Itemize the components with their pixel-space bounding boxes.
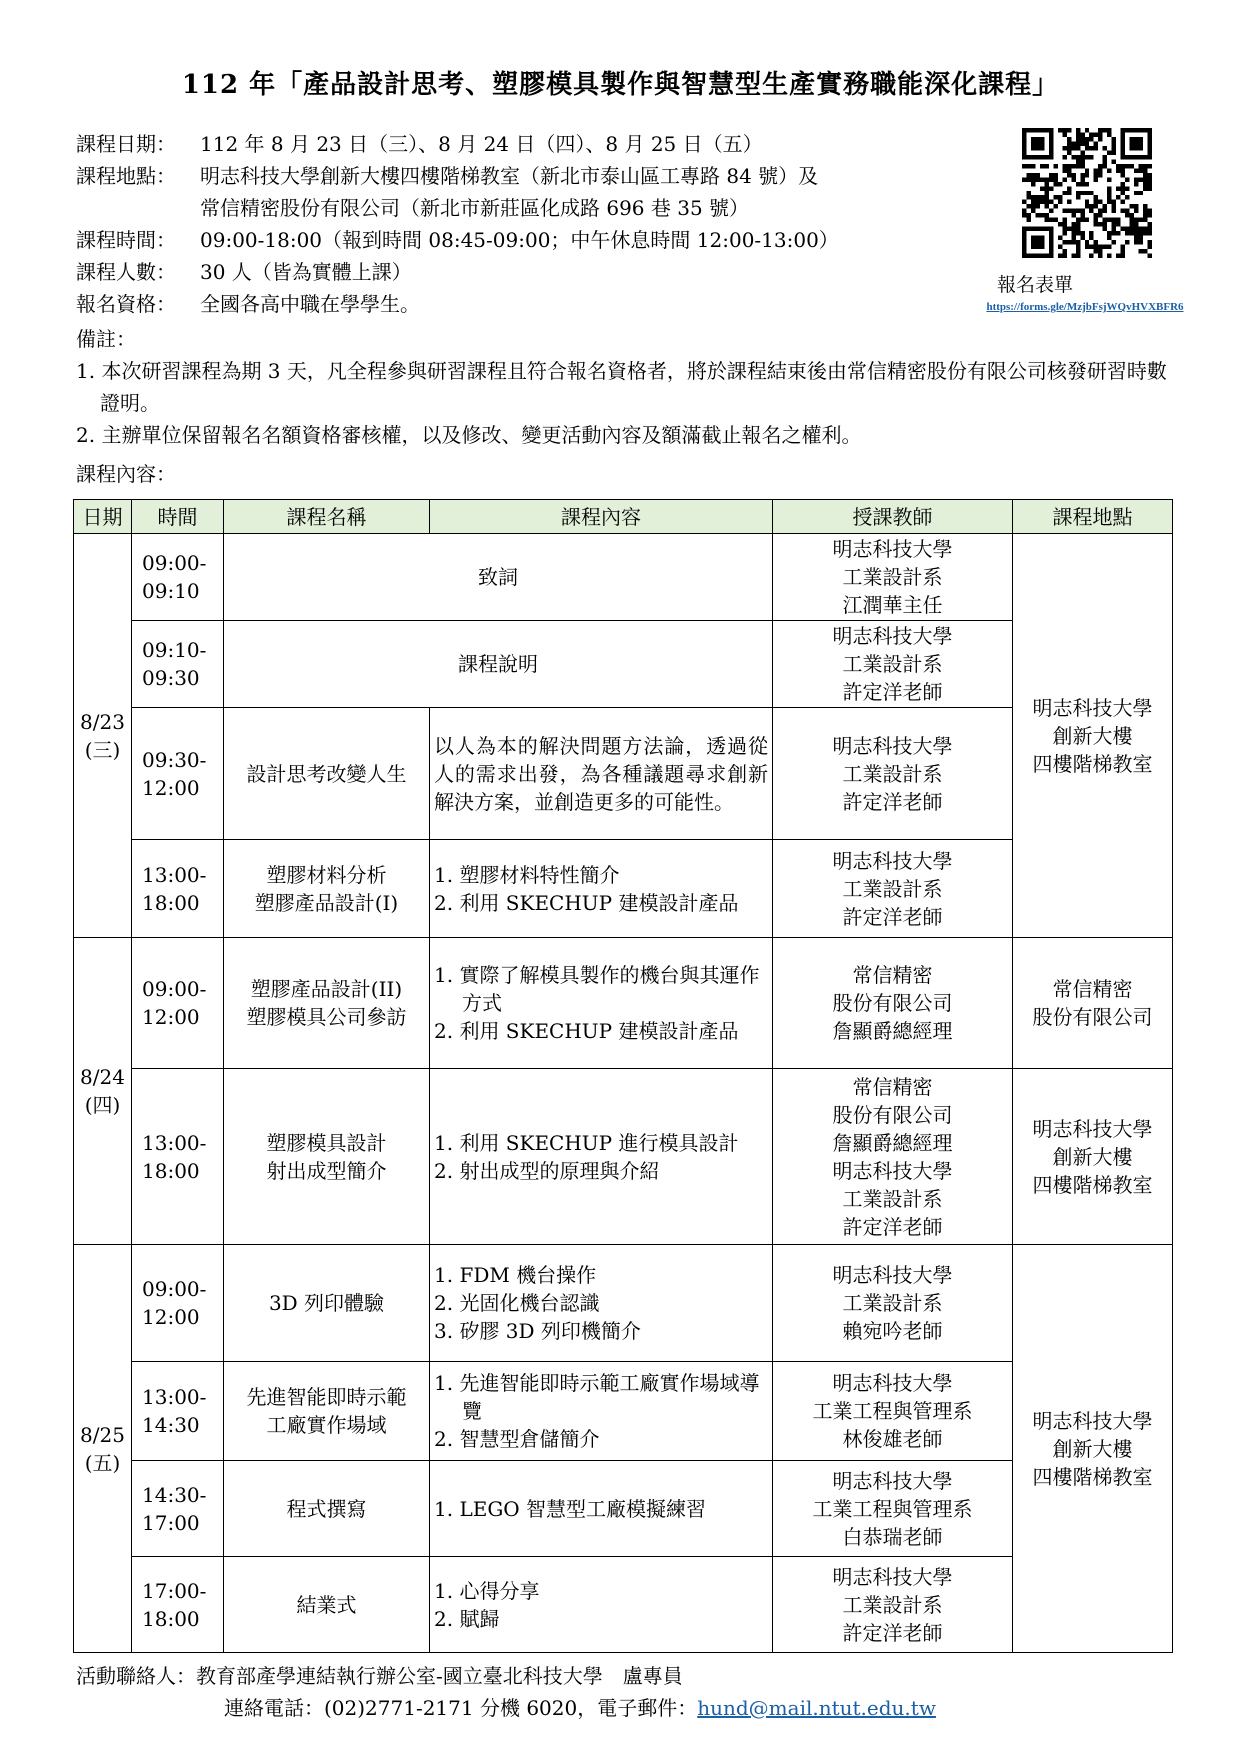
- teacher-cell: 常信精密 股份有限公司 詹顯爵總經理 明志科技大學 工業設計系 許定洋老師: [773, 1069, 1013, 1245]
- contact-phone: 連絡電話：(02)2771-2171 分機 6020，電子郵件：: [224, 1696, 698, 1720]
- teacher-cell: 明志科技大學 工業設計系 許定洋老師: [773, 1557, 1013, 1653]
- table-row: [74, 1461, 1173, 1557]
- teacher-cell: 明志科技大學 工業設計系 許定洋老師: [773, 621, 1013, 708]
- teacher-cell: 明志科技大學 工業設計系 許定洋老師: [773, 840, 1013, 938]
- column-header: 日期: [74, 500, 132, 534]
- time-cell: 17:00- 18:00: [132, 1557, 224, 1653]
- info-label: 課程時間：: [76, 228, 176, 252]
- contact-person: 活動聯絡人：教育部產學連結執行辦公室-國立臺北科技大學 盧專員: [76, 1664, 683, 1688]
- qr-caption: 報名表單: [996, 274, 1073, 296]
- course-content-cell: 1. 心得分享 2. 賦歸: [430, 1557, 773, 1653]
- info-value: 09:00-18:00（報到時間 08:45-09:00；中午休息時間 12:00-13:00）: [200, 228, 839, 252]
- course-content-cell: 1. 實際了解模具製作的機台與其運作方式 2. 利用 SKECHUP 建模設計產品: [430, 938, 773, 1069]
- info-value: 常信精密股份有限公司（新北市新莊區化成路 696 巷 35 號）: [200, 196, 750, 220]
- course-name-cell: 結業式: [224, 1557, 430, 1653]
- time-cell: 09:30- 12:00: [132, 708, 224, 840]
- teacher-cell: 明志科技大學 工業工程與管理系 林俊雄老師: [773, 1362, 1013, 1461]
- section-label: 課程內容：: [76, 462, 176, 486]
- table-row: [74, 534, 1173, 621]
- time-cell: 09:00- 12:00: [132, 938, 224, 1069]
- time-cell: 09:00- 12:00: [132, 1245, 224, 1362]
- teacher-cell: 明志科技大學 工業設計系 許定洋老師: [773, 708, 1013, 840]
- course-content-cell: 1. LEGO 智慧型工廠模擬練習: [430, 1461, 773, 1557]
- qr-code-icon[interactable]: [1022, 128, 1152, 258]
- course-content-cell: 1. 塑膠材料特性簡介 2. 利用 SKECHUP 建模設計產品: [430, 840, 773, 938]
- contact-footer: [76, 1660, 936, 1724]
- notes-heading: 備註：: [76, 327, 136, 351]
- document-title: 112 年「產品設計思考、塑膠模具製作與智慧型生產實務職能深化課程」: [181, 70, 1060, 100]
- date-cell: 8/25 (五): [74, 1245, 132, 1653]
- column-header: 課程名稱: [224, 500, 430, 534]
- table-row: [74, 708, 1173, 840]
- contact-email-link[interactable]: hund@mail.ntut.edu.tw: [697, 1696, 936, 1720]
- time-cell: 13:00- 18:00: [132, 1069, 224, 1245]
- course-name-cell: 塑膠模具設計 射出成型簡介: [224, 1069, 430, 1245]
- table-row: [74, 1362, 1173, 1461]
- teacher-cell: 明志科技大學 工業工程與管理系 白恭瑞老師: [773, 1461, 1013, 1557]
- info-value: 30 人（皆為實體上課）: [200, 260, 412, 284]
- time-cell: 09:00- 09:10: [132, 534, 224, 621]
- info-value: 112 年 8 月 23 日（三）、8 月 24 日（四）、8 月 25 日（五）: [200, 132, 763, 156]
- column-header: 授課教師: [773, 500, 1013, 534]
- teacher-cell: 常信精密 股份有限公司 詹顯爵總經理: [773, 938, 1013, 1069]
- time-cell: 13:00- 14:30: [132, 1362, 224, 1461]
- course-content-cell: 以人為本的解決問題方法論，透過從人的需求出發，為各種議題尋求創新解決方案，並創造更多的可能性。: [430, 708, 773, 840]
- time-cell: 13:00- 18:00: [132, 840, 224, 938]
- course-name-cell: 設計思考改變人生: [224, 708, 430, 840]
- table-header-row: [74, 500, 1173, 534]
- info-label: 報名資格：: [76, 292, 176, 316]
- location-cell: 明志科技大學 創新大樓 四樓階梯教室: [1013, 534, 1173, 938]
- column-header: 課程內容: [430, 500, 773, 534]
- course-name-cell: 塑膠產品設計(II) 塑膠模具公司參訪: [224, 938, 430, 1069]
- table-row: [74, 1069, 1173, 1245]
- course-content-cell: 1. FDM 機台操作 2. 光固化機台認識 3. 矽膠 3D 列印機簡介: [430, 1245, 773, 1362]
- column-header: 時間: [132, 500, 224, 534]
- teacher-cell: 明志科技大學 工業設計系 江潤華主任: [773, 534, 1013, 621]
- course-name-cell: 3D 列印體驗: [224, 1245, 430, 1362]
- course-name-cell: 塑膠材料分析 塑膠產品設計(I): [224, 840, 430, 938]
- course-content-cell: 1. 利用 SKECHUP 進行模具設計 2. 射出成型的原理與介紹: [430, 1069, 773, 1245]
- table-row: [74, 1245, 1173, 1362]
- info-label: 課程地點：: [76, 164, 176, 188]
- location-cell: 明志科技大學 創新大樓 四樓階梯教室: [1013, 1245, 1173, 1653]
- time-cell: 09:10- 09:30: [132, 621, 224, 708]
- table-row: [74, 621, 1173, 708]
- course-name-cell: 課程說明: [224, 621, 773, 708]
- course-content-cell: 1. 先進智能即時示範工廠實作場域導覽 2. 智慧型倉儲簡介: [430, 1362, 773, 1461]
- qr-block: [986, 128, 1184, 313]
- teacher-cell: 明志科技大學 工業設計系 賴宛吟老師: [773, 1245, 1013, 1362]
- info-value: 全國各高中職在學學生。: [200, 292, 420, 316]
- contact-details: [76, 1692, 936, 1724]
- course-info: [76, 128, 839, 320]
- schedule-table: [73, 499, 1173, 1653]
- note-item: 2. 主辦單位保留報名名額資格審核權，以及修改、變更活動內容及額滿截止報名之權利。: [76, 423, 862, 447]
- date-cell: 8/23 (三): [74, 534, 132, 938]
- course-name-cell: 程式撰寫: [224, 1461, 430, 1557]
- table-row: [74, 840, 1173, 938]
- info-value: 明志科技大學創新大樓四樓階梯教室（新北市泰山區工專路 84 號）及: [200, 164, 819, 188]
- table-row: [74, 938, 1173, 1069]
- note-item: 1. 本次研習課程為期 3 天，凡全程參與研習課程且符合報名資格者，將於課程結束後由常信精密股份有限公司核發研習時數證明。: [76, 359, 1167, 415]
- location-cell: 明志科技大學 創新大樓 四樓階梯教室: [1013, 1069, 1173, 1245]
- registration-link[interactable]: https://forms.gle/MzjbFsjWQvHVXBFR6: [986, 301, 1184, 313]
- course-name-cell: 先進智能即時示範 工廠實作場域: [224, 1362, 430, 1461]
- column-header: 課程地點: [1013, 500, 1173, 534]
- date-cell: 8/24 (四): [74, 938, 132, 1245]
- time-cell: 14:30- 17:00: [132, 1461, 224, 1557]
- notes: [76, 323, 1176, 451]
- table-row: [74, 1557, 1173, 1653]
- info-label: 課程人數：: [76, 260, 176, 284]
- course-name-cell: 致詞: [224, 534, 773, 621]
- info-label: 課程日期：: [76, 132, 176, 156]
- location-cell: 常信精密 股份有限公司: [1013, 938, 1173, 1069]
